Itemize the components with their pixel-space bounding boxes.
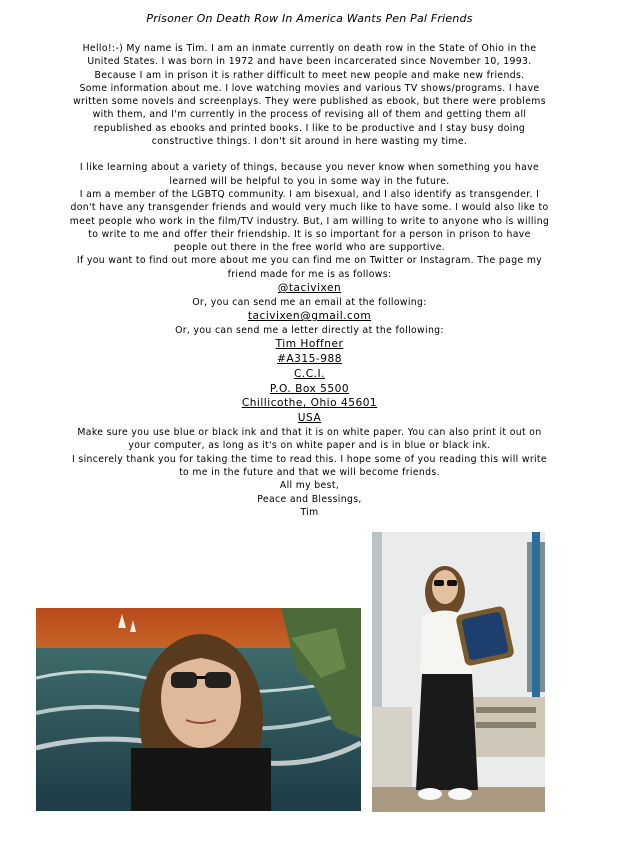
closing-line: to me in the future and that we will become friends. [179, 466, 440, 478]
intro-line: United States. I was born in 1972 and have been incarcerated since November 10, 1993. [87, 56, 532, 68]
signoff-line: All my best, [279, 480, 340, 492]
standing-photo-image [372, 532, 545, 812]
middle-line: friend made for me is as follows: [227, 268, 392, 280]
intro-line: Because I am in prison it is rather difficult to meet new people and make new friends. [94, 69, 525, 81]
social-handle: @tacivixen [277, 282, 342, 295]
intro-line: Hello!:-) My name is Tim. I am an inmate currently on death row in the State of Ohio in the [82, 43, 537, 54]
portrait-photo-image [36, 608, 361, 811]
intro-line: written some novels and screenplays. They were published as ebook, but there were problems [73, 96, 546, 108]
paragraph-gap [6, 148, 613, 161]
middle-line: learned will be helpful to you in some way in the future. [169, 175, 450, 187]
middle-line: meet people who work in the film/TV industry. But, I am willing to write to anyone who is willing [69, 215, 550, 227]
email-intro: Or, you can send me an email at the following: [192, 296, 427, 308]
page-title: Prisoner On Death Row In America Wants Pen Pal Friends [146, 12, 473, 25]
middle-line: I am a member of the LGBTQ community. I am bisexual, and I also identify as transgender. I [79, 188, 540, 200]
signoff-line: Tim [300, 506, 319, 518]
middle-line: I like learning about a variety of things, because you never know when something you have [79, 162, 540, 174]
intro-line: with them, and I'm currently in the process of revising all of them and getting them all [92, 109, 527, 121]
address-inmate-number: #A315-988 [277, 353, 342, 366]
address-country: USA [297, 412, 322, 425]
letter-body [6, 42, 613, 519]
closing-line: I sincerely thank you for taking the time to read this. I hope some of you reading this will write [72, 453, 547, 465]
portrait-photo [36, 608, 361, 811]
middle-line: to write to me and offer their friendship. It is so important for a person in prison to have [88, 228, 531, 240]
intro-line: constructive things. I don't sit around in here wasting my time. [151, 136, 468, 148]
closing-line: your computer, as long as it's on white paper and is in blue or black ink. [128, 440, 491, 452]
closing-line: Make sure you use blue or black ink and that it is on white paper. You can also print it out on [77, 427, 542, 439]
address-name: Tim Hoffner [275, 338, 344, 351]
address-institution: C.C.I. [293, 367, 326, 380]
email-address: tacivixen@gmail.com [247, 310, 372, 323]
address-po-box: P.O. Box 5500 [269, 382, 350, 395]
middle-line: don't have any transgender friends and would very much like to have some. I would also like to [70, 202, 549, 214]
letter-intro: Or, you can send me a letter directly at the following: [175, 324, 444, 336]
middle-line: people out there in the free world who are supportive. [173, 242, 446, 254]
intro-line: republished as ebooks and printed books. I like to be productive and I stay busy doing [93, 122, 526, 134]
signoff-line: Peace and Blessings, [257, 493, 362, 505]
middle-line: If you want to find out more about me you can find me on Twitter or Instagram. The page my [76, 255, 543, 267]
address-city: Chillicothe, Ohio 45601 [241, 397, 378, 410]
intro-line: Some information about me. I love watching movies and various TV shows/programs. I have [79, 82, 540, 94]
standing-photo [372, 532, 545, 812]
